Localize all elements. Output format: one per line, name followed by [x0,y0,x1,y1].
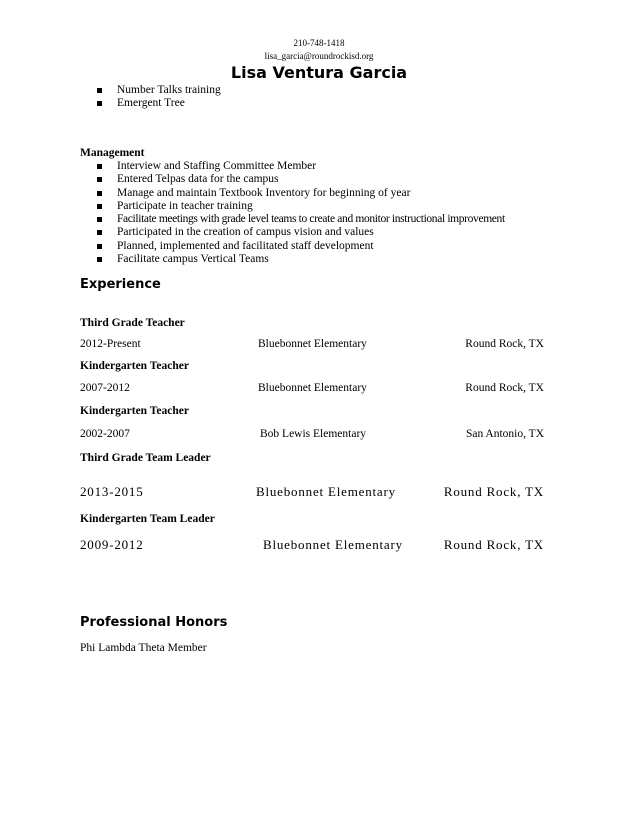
list-item: Interview and Staffing Committee Member [97,160,505,173]
management-list [97,160,505,266]
list-item: Participated in the creation of campus vision and values [97,226,505,239]
bullet-square-icon [97,191,102,196]
job-title: Kindergarten Teacher [80,360,189,372]
job-location: San Antonio, TX [465,428,544,440]
bullet-square-icon [97,88,102,93]
job-years: 2002-2007 [80,428,130,440]
job-location: Round Rock, TX [443,537,544,552]
management-heading: Management [80,147,145,159]
bullet-square-icon [97,204,102,209]
job-title: Third Grade Team Leader [80,452,211,464]
list-item: Participate in teacher training [97,200,505,213]
job-years: 2009-2012 [80,537,144,552]
bullet-square-icon [97,257,102,262]
job-title: Third Grade Teacher [80,317,185,329]
list-item: Facilitate campus Vertical Teams [97,253,505,266]
bullet-square-icon [97,217,102,222]
honors-heading: Professional Honors [80,615,228,630]
job-location: Round Rock, TX [465,338,544,350]
list-item: Number Talks training [97,84,221,97]
job-school: Bluebonnet Elementary [258,382,367,394]
bullet-square-icon [97,164,102,169]
job-school: Bluebonnet Elementary [263,537,403,552]
contact-email: lisa_garcia@roundrockisd.org [264,51,374,61]
job-years: 2012-Present [80,338,141,350]
job-location: Round Rock, TX [465,382,544,394]
list-item: Emergent Tree [97,97,221,110]
contact-phone: 210-748-1418 [293,38,345,48]
top-bullet-list [97,84,221,111]
list-item: Manage and maintain Textbook Inventory for beginning of year [97,187,505,200]
bullet-square-icon [97,177,102,182]
list-item: Facilitate meetings with grade level teams to create and monitor instructional improvement [97,213,505,226]
job-location: Round Rock, TX [443,484,544,499]
job-school: Bob Lewis Elementary [260,428,367,440]
bullet-square-icon [97,244,102,249]
honor-item: Phi Lambda Theta Member [80,642,207,654]
job-years: 2007-2012 [80,382,130,394]
bullet-square-icon [97,230,102,235]
list-item: Entered Telpas data for the campus [97,173,505,186]
bullet-square-icon [97,101,102,106]
list-item: Planned, implemented and facilitated staff development [97,240,505,253]
job-school: Bluebonnet Elementary [258,338,367,350]
job-school: Bluebonnet Elementary [256,484,396,499]
job-title: Kindergarten Team Leader [80,513,215,525]
job-title: Kindergarten Teacher [80,405,189,417]
resume-name: Lisa Ventura Garcia [230,63,408,82]
experience-heading: Experience [80,277,161,292]
job-years: 2013-2015 [80,484,144,499]
